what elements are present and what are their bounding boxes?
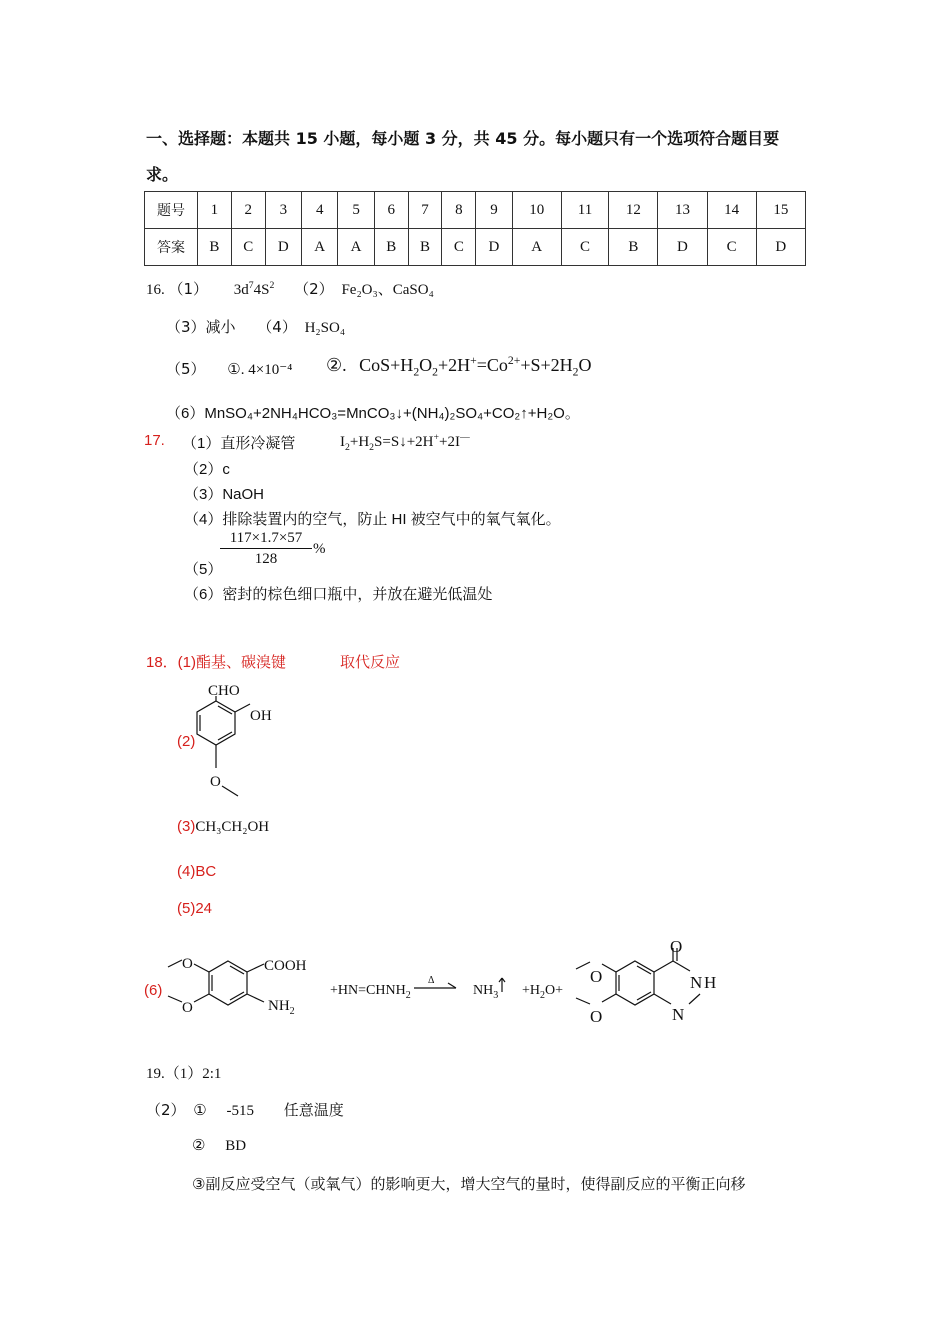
table-row <box>145 192 806 229</box>
answer-cell: D <box>476 229 512 266</box>
svg-text:Δ: Δ <box>428 975 435 986</box>
q16-part2-label: （2） <box>294 280 334 298</box>
svg-text:NH3: $NH_3$ <box>473 983 499 1001</box>
q19-part2b <box>192 1136 246 1155</box>
question-number-cell: 14 <box>707 192 756 229</box>
q17-part1-equation: $I_2+H_2S=S↓+2H^++2I^—$ <box>340 432 470 453</box>
q17-part4: （4）排除装置内的空气，防止 HI 被空气中的氧气氧化。 <box>184 511 561 528</box>
answer-cell: C <box>442 229 476 266</box>
question-number-cell: 10 <box>512 192 561 229</box>
q17-part5-label: （5） <box>184 561 223 578</box>
q19-part2b-mark: ② <box>192 1138 206 1154</box>
q16-part6: （6）MnSO₄+2NH₄HCO₃=MnCO₃↓+(NH₄)₂SO₄+CO₂↑+H₂O。 <box>166 405 580 422</box>
answer-cell: C <box>231 229 265 266</box>
question-number-cell: 5 <box>338 192 374 229</box>
q19-part2c: ③副反应受空气（或氧气）的影响更大，增大空气的量时，使得副反应的平衡正向移 <box>192 1175 746 1193</box>
question-number-cell: 11 <box>561 192 608 229</box>
answer-cell: A <box>512 229 561 266</box>
section-heading: 一、选择题：本题共 15 小题，每小题 3 分，共 45 分。每小题只有一个选项符合题目要 <box>146 129 780 148</box>
q16-part4-label: （4） <box>257 318 297 336</box>
svg-text:O: O <box>182 1000 193 1016</box>
answer-cell: D <box>658 229 707 266</box>
answer-cell: A <box>302 229 338 266</box>
table-header-cell: 题号 <box>145 192 198 229</box>
q19-part2 <box>146 1099 344 1120</box>
answer-cell: C <box>561 229 608 266</box>
q16-part2-answer: Fe₂O₃、CaSO₄ <box>341 282 434 298</box>
svg-text:N: N <box>672 1005 685 1024</box>
fraction-denominator: 128 <box>254 551 278 567</box>
q17-part2: （2）c <box>184 461 230 478</box>
svg-text:O: O <box>182 956 193 972</box>
answer-cell: B <box>198 229 232 266</box>
q16-part5b-equation: $CoS+H_2O_2+2H^+=Co^{2+}+S+2H_2O$ <box>359 354 592 379</box>
q18-part2-structure <box>190 678 300 798</box>
q16-part5b <box>326 354 592 379</box>
svg-text:+HN=CHNH2: $+HN=CHNH_2$ <box>330 983 411 1001</box>
table-header-cell: 答案 <box>145 229 198 266</box>
question-number-cell: 3 <box>265 192 301 229</box>
question-number-cell: 8 <box>442 192 476 229</box>
q17-number: 17. <box>144 432 165 449</box>
question-number-cell: 13 <box>658 192 707 229</box>
q19-part1: 19.（1）2:1 <box>146 1066 222 1082</box>
table-row <box>145 229 806 266</box>
q19-part2a-mark: ① <box>193 1103 207 1119</box>
q16-part5a: ①. 4×10⁻⁴ <box>227 362 293 378</box>
svg-text:+H2O+: $+H_2O+$ <box>522 983 564 1001</box>
q19-part2a-value: -515 <box>226 1103 254 1119</box>
answer-table <box>144 191 806 266</box>
question-number-cell: 4 <box>302 192 338 229</box>
q16-part4-answer: H₂SO₄ <box>304 320 346 336</box>
q18-part1-reaction-type: 取代反应 <box>340 654 401 671</box>
q17-part5-unit: % <box>313 541 326 557</box>
svg-text:NH2: $NH_2$ <box>268 998 295 1017</box>
svg-text:O: O <box>590 967 603 986</box>
answer-cell: B <box>408 229 442 266</box>
q17-part5-fraction <box>220 530 312 568</box>
svg-text:OH: OH <box>250 708 272 724</box>
q18-part4: (4)BC <box>177 863 217 880</box>
q19-part2-label: （2） <box>146 1101 186 1119</box>
q19-part2a-text: 任意温度 <box>283 1101 344 1119</box>
question-number-cell: 9 <box>476 192 512 229</box>
q18-part2-label: (2) <box>177 733 196 750</box>
svg-text:O: O <box>670 937 683 956</box>
svg-text:CHO: CHO <box>208 683 240 699</box>
section-heading-cont: 求。 <box>146 165 179 184</box>
question-number-cell: 2 <box>231 192 265 229</box>
svg-text:H: H <box>704 973 717 992</box>
q16-number: 16. <box>146 282 165 298</box>
svg-text:O: O <box>210 774 221 790</box>
q16-line3 <box>166 358 292 379</box>
q18-part3 <box>177 818 269 836</box>
q18-part5: (5)24 <box>177 900 213 917</box>
question-number-cell: 15 <box>756 192 805 229</box>
q16-part3: （3）减小 <box>166 318 236 336</box>
question-number-cell: 7 <box>408 192 442 229</box>
q18-part6-reaction <box>160 936 740 1028</box>
answer-cell: D <box>265 229 301 266</box>
q17-part3: （3）NaOH <box>184 486 265 503</box>
fraction-numerator: 117×1.7×57 <box>220 530 312 549</box>
q16-part1-answer: $3d^74S^2$ <box>233 280 275 298</box>
q18-part1: 18．(1)酯基、碳溴键 <box>146 654 287 671</box>
svg-text:COOH: COOH <box>264 958 307 974</box>
q16-part5b-label: ②. <box>326 355 347 375</box>
q18-part6-label: (6) <box>144 982 163 999</box>
q18-part3-label: (3) <box>177 818 196 835</box>
q16-line2 <box>166 316 345 337</box>
svg-text:N: N <box>690 973 703 992</box>
answer-cell: D <box>756 229 805 266</box>
q19-part2b-value: BD <box>225 1138 247 1154</box>
question-number-cell: 1 <box>198 192 232 229</box>
answer-cell: B <box>609 229 658 266</box>
q17-part6: （6）密封的棕色细口瓶中，并放在避光低温处 <box>184 586 493 603</box>
q16-part1-label: （1） <box>168 280 209 298</box>
question-number-cell: 6 <box>374 192 408 229</box>
q16-part5-label: （5） <box>166 360 206 378</box>
answer-cell: B <box>374 229 408 266</box>
question-number-cell: 12 <box>609 192 658 229</box>
q17-part1: （1）直形冷凝管 <box>182 435 296 452</box>
answer-cell: A <box>338 229 374 266</box>
q18-part3-answer: CH₃CH₂OH <box>195 819 270 835</box>
svg-text:O: O <box>590 1007 603 1026</box>
q16-line1 <box>146 278 434 299</box>
answer-cell: C <box>707 229 756 266</box>
